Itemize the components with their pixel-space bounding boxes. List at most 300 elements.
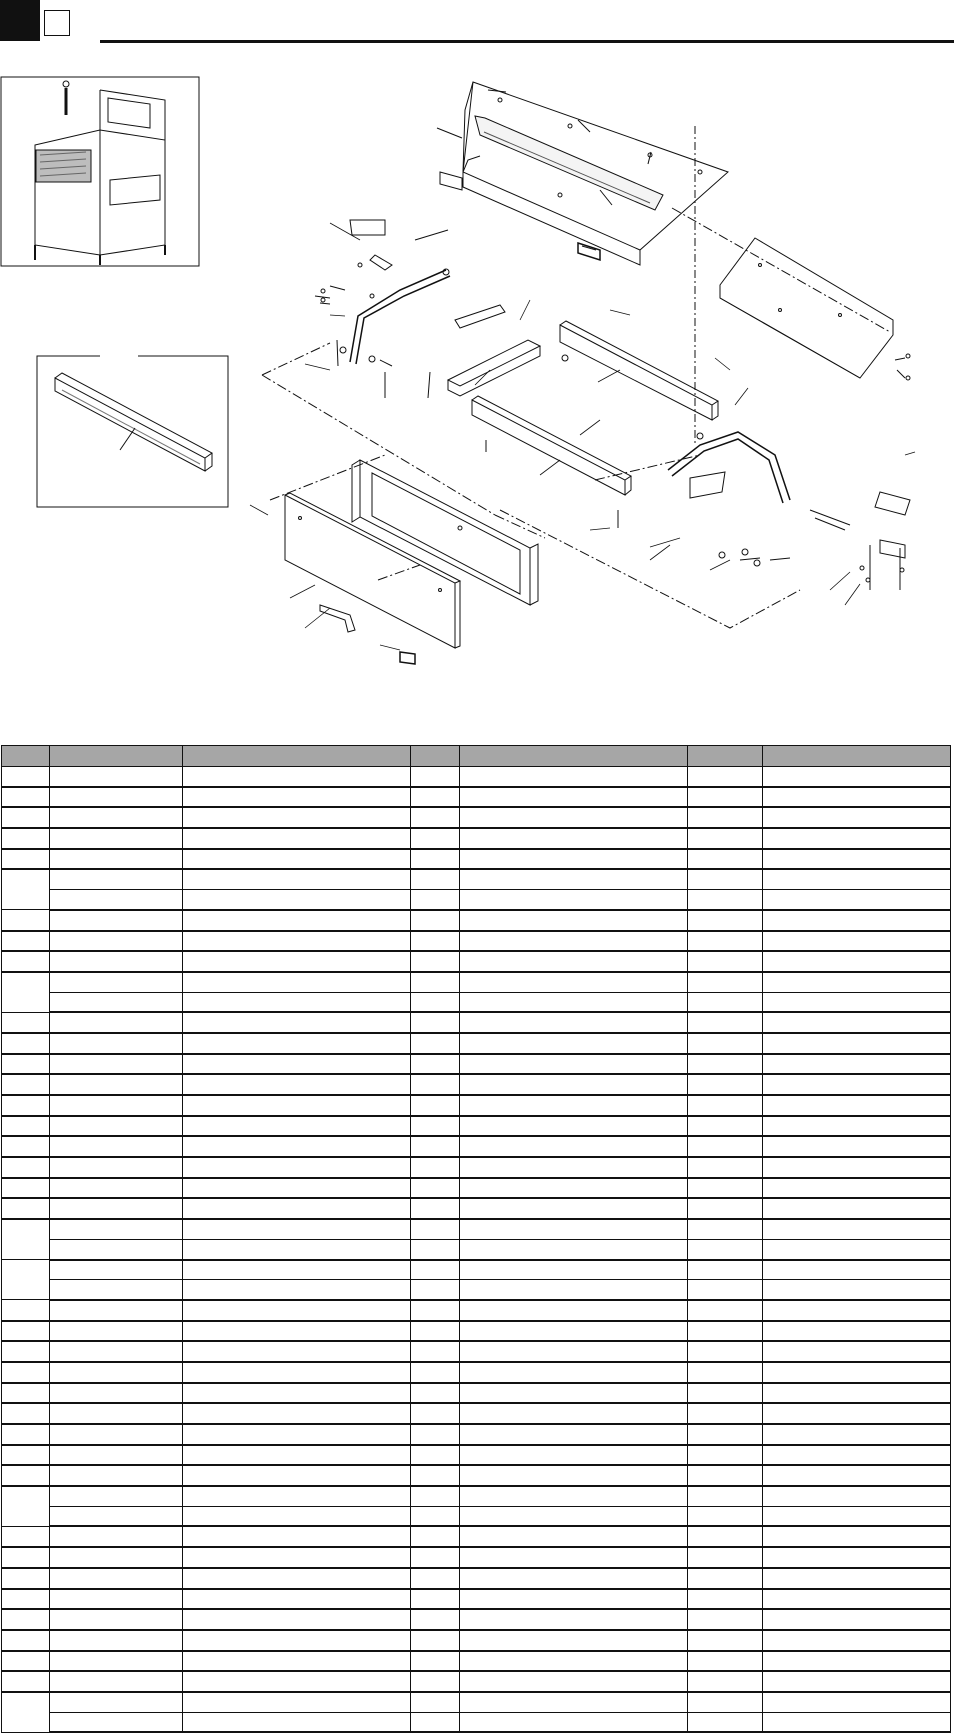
- table-cell: [688, 951, 763, 972]
- table-cell: [460, 1506, 688, 1526]
- table-row: [2, 1136, 951, 1157]
- table-cell: [763, 1116, 951, 1137]
- table-cell: [50, 849, 183, 870]
- ref-number-cell: [2, 1630, 50, 1651]
- table-cell: [460, 1568, 688, 1589]
- table-cell: [460, 1219, 688, 1239]
- table-cell: [763, 1300, 951, 1321]
- table-row: [2, 931, 951, 952]
- table-cell: [763, 1712, 951, 1732]
- table-cell: [411, 1178, 460, 1199]
- rear-panel: [672, 208, 910, 380]
- table-cell: [688, 1012, 763, 1033]
- ref-number-cell: [2, 1589, 50, 1610]
- table-cell: [763, 1383, 951, 1404]
- table-cell: [763, 1609, 951, 1630]
- table-cell: [50, 1074, 183, 1095]
- table-cell: [411, 1526, 460, 1547]
- table-cell: [688, 1178, 763, 1199]
- table-cell: [183, 1260, 411, 1280]
- front-window-frame: [352, 460, 538, 605]
- table-cell: [411, 869, 460, 889]
- table-cell: [411, 1362, 460, 1383]
- column-header: [763, 746, 951, 767]
- table-cell: [411, 1321, 460, 1342]
- table-cell: [183, 1033, 411, 1054]
- table-cell: [763, 1198, 951, 1219]
- ref-number-cell: [2, 767, 50, 787]
- right-side-frame: [668, 432, 910, 590]
- table-cell: [183, 1445, 411, 1466]
- table-cell: [183, 869, 411, 889]
- table-cell: [411, 1136, 460, 1157]
- table-cell: [50, 910, 183, 931]
- table-row: [2, 1589, 951, 1610]
- table-cell: [183, 1486, 411, 1506]
- ref-number-cell: [2, 1260, 50, 1300]
- column-header: [2, 746, 50, 767]
- table-cell: [50, 1054, 183, 1075]
- table-cell: [50, 1630, 183, 1651]
- table-cell: [183, 1300, 411, 1321]
- table-cell: [183, 1568, 411, 1589]
- table-row: [2, 1095, 951, 1116]
- table-cell: [763, 1568, 951, 1589]
- table-cell: [460, 1300, 688, 1321]
- table-cell: [763, 1424, 951, 1445]
- table-cell: [460, 1651, 688, 1672]
- machine-overview-inset: [1, 77, 199, 266]
- table-cell: [688, 1506, 763, 1526]
- parts-table: [1, 745, 951, 1733]
- table-cell: [688, 1033, 763, 1054]
- table-cell: [763, 1033, 951, 1054]
- table-cell: [50, 787, 183, 808]
- table-cell: [763, 1651, 951, 1672]
- table-cell: [183, 1136, 411, 1157]
- table-cell: [411, 1712, 460, 1732]
- table-cell: [460, 1260, 688, 1280]
- table-row: [2, 1445, 951, 1466]
- table-row: [2, 1033, 951, 1054]
- table-cell: [460, 1609, 688, 1630]
- table-cell: [460, 972, 688, 992]
- table-cell: [411, 1260, 460, 1280]
- table-cell: [460, 1403, 688, 1424]
- table-cell: [763, 1178, 951, 1199]
- table-cell: [688, 1362, 763, 1383]
- table-cell: [183, 1074, 411, 1095]
- table-row: [2, 1506, 951, 1526]
- table-cell: [688, 1116, 763, 1137]
- ref-number-cell: [2, 1568, 50, 1589]
- table-cell: [688, 1074, 763, 1095]
- ref-number-cell: [2, 787, 50, 808]
- ref-number-cell: [2, 1116, 50, 1137]
- table-cell: [50, 972, 183, 992]
- table-cell: [183, 890, 411, 910]
- table-cell: [50, 1465, 183, 1486]
- table-cell: [763, 1526, 951, 1547]
- table-cell: [688, 1547, 763, 1568]
- table-row: [2, 1609, 951, 1630]
- table-cell: [763, 1486, 951, 1506]
- table-row: [2, 1568, 951, 1589]
- table-cell: [183, 1712, 411, 1732]
- table-cell: [763, 1547, 951, 1568]
- ref-number-cell: [2, 1692, 50, 1732]
- table-cell: [763, 1692, 951, 1712]
- table-cell: [688, 910, 763, 931]
- label-plate-small: [440, 172, 600, 260]
- table-row: [2, 1054, 951, 1075]
- table-cell: [411, 1198, 460, 1219]
- table-cell: [763, 890, 951, 910]
- table-cell: [183, 992, 411, 1012]
- table-row: [2, 1712, 951, 1732]
- table-row: [2, 1547, 951, 1568]
- table-cell: [688, 1300, 763, 1321]
- table-row: [2, 1280, 951, 1300]
- table-cell: [460, 1074, 688, 1095]
- table-row: [2, 1219, 951, 1239]
- ref-number-cell: [2, 1486, 50, 1526]
- table-cell: [183, 951, 411, 972]
- table-cell: [183, 1054, 411, 1075]
- table-cell: [460, 1424, 688, 1445]
- table-cell: [688, 1219, 763, 1239]
- table-cell: [763, 951, 951, 972]
- table-cell: [763, 1362, 951, 1383]
- parts-list: [1, 745, 950, 1733]
- table-cell: [688, 1341, 763, 1362]
- table-cell: [460, 1486, 688, 1506]
- table-row: [2, 849, 951, 870]
- table-cell: [763, 1239, 951, 1259]
- table-cell: [411, 1074, 460, 1095]
- table-row: [2, 1300, 951, 1321]
- table-cell: [688, 828, 763, 849]
- table-row: [2, 1260, 951, 1280]
- table-cell: [50, 1260, 183, 1280]
- table-row: [2, 767, 951, 787]
- table-cell: [763, 1671, 951, 1692]
- table-cell: [183, 1609, 411, 1630]
- column-header: [460, 746, 688, 767]
- ref-number-cell: [2, 1362, 50, 1383]
- table-header-row: [2, 746, 951, 767]
- table-cell: [688, 1157, 763, 1178]
- table-cell: [688, 992, 763, 1012]
- ref-number-cell: [2, 1547, 50, 1568]
- table-cell: [50, 1651, 183, 1672]
- table-cell: [50, 1609, 183, 1630]
- table-cell: [50, 1568, 183, 1589]
- table-cell: [183, 1651, 411, 1672]
- table-cell: [411, 1300, 460, 1321]
- table-row: [2, 1486, 951, 1506]
- table-cell: [460, 951, 688, 972]
- assembly-guide-lines: [262, 343, 800, 628]
- table-cell: [688, 767, 763, 787]
- table-row: [2, 1074, 951, 1095]
- table-cell: [460, 807, 688, 828]
- table-cell: [411, 1033, 460, 1054]
- table-cell: [411, 1506, 460, 1526]
- table-row: [2, 1630, 951, 1651]
- table-cell: [688, 1095, 763, 1116]
- ref-number-cell: [2, 1095, 50, 1116]
- table-cell: [183, 1362, 411, 1383]
- table-cell: [460, 1157, 688, 1178]
- table-row: [2, 890, 951, 910]
- ref-number-cell: [2, 1465, 50, 1486]
- table-cell: [763, 1445, 951, 1466]
- table-cell: [460, 1198, 688, 1219]
- column-header: [50, 746, 183, 767]
- table-cell: [50, 890, 183, 910]
- table-cell: [183, 1095, 411, 1116]
- table-cell: [411, 1671, 460, 1692]
- table-cell: [50, 992, 183, 1012]
- table-row: [2, 807, 951, 828]
- table-cell: [411, 890, 460, 910]
- ref-number-cell: [2, 1383, 50, 1404]
- table-cell: [50, 1445, 183, 1466]
- table-cell: [50, 1280, 183, 1300]
- table-cell: [460, 1280, 688, 1300]
- table-cell: [763, 1136, 951, 1157]
- table-row: [2, 1465, 951, 1486]
- ref-number-cell: [2, 828, 50, 849]
- table-cell: [460, 787, 688, 808]
- ref-number-cell: [2, 972, 50, 1012]
- table-cell: [50, 1383, 183, 1404]
- table-cell: [688, 1260, 763, 1280]
- table-cell: [688, 1280, 763, 1300]
- table-row: [2, 1383, 951, 1404]
- table-cell: [688, 849, 763, 870]
- table-cell: [460, 992, 688, 1012]
- table-cell: [183, 828, 411, 849]
- table-cell: [763, 910, 951, 931]
- table-cell: [183, 1589, 411, 1610]
- table-cell: [411, 1219, 460, 1239]
- table-cell: [460, 1012, 688, 1033]
- table-cell: [460, 1116, 688, 1137]
- ref-number-cell: [2, 1300, 50, 1321]
- table-cell: [688, 1383, 763, 1404]
- table-row: [2, 1526, 951, 1547]
- ref-number-cell: [2, 1157, 50, 1178]
- table-cell: [50, 951, 183, 972]
- table-cell: [411, 1157, 460, 1178]
- table-cell: [460, 869, 688, 889]
- table-row: [2, 1651, 951, 1672]
- table-cell: [183, 1157, 411, 1178]
- table-row: [2, 1692, 951, 1712]
- table-cell: [763, 807, 951, 828]
- table-cell: [460, 1465, 688, 1486]
- table-cell: [688, 1424, 763, 1445]
- table-cell: [411, 972, 460, 992]
- table-row: [2, 992, 951, 1012]
- table-cell: [688, 787, 763, 808]
- table-row: [2, 1321, 951, 1342]
- table-cell: [411, 1280, 460, 1300]
- table-cell: [411, 1012, 460, 1033]
- ref-number-cell: [2, 849, 50, 870]
- table-cell: [688, 1239, 763, 1259]
- ref-number-cell: [2, 807, 50, 828]
- table-cell: [688, 890, 763, 910]
- table-cell: [183, 931, 411, 952]
- table-cell: [50, 767, 183, 787]
- table-row: [2, 1012, 951, 1033]
- table-row: [2, 972, 951, 992]
- table-cell: [411, 931, 460, 952]
- table-cell: [460, 1383, 688, 1404]
- table-cell: [50, 1692, 183, 1712]
- table-cell: [411, 910, 460, 931]
- table-cell: [688, 1609, 763, 1630]
- table-cell: [50, 1300, 183, 1321]
- table-cell: [183, 1526, 411, 1547]
- exploded-view-illustration: [0, 60, 954, 740]
- callout-leaders: [250, 223, 915, 650]
- table-cell: [183, 787, 411, 808]
- table-cell: [183, 972, 411, 992]
- table-cell: [50, 1219, 183, 1239]
- chapter-tab: [0, 0, 40, 41]
- table-row: [2, 1424, 951, 1445]
- table-cell: [460, 1445, 688, 1466]
- table-cell: [688, 1692, 763, 1712]
- table-row: [2, 1403, 951, 1424]
- section-box: [44, 10, 70, 36]
- table-cell: [183, 1692, 411, 1712]
- table-cell: [763, 767, 951, 787]
- table-row: [2, 1341, 951, 1362]
- table-cell: [688, 1526, 763, 1547]
- table-cell: [688, 1651, 763, 1672]
- table-cell: [50, 1116, 183, 1137]
- table-cell: [460, 1630, 688, 1651]
- table-cell: [183, 1383, 411, 1404]
- table-row: [2, 1178, 951, 1199]
- table-cell: [50, 1506, 183, 1526]
- table-cell: [460, 1671, 688, 1692]
- table-cell: [460, 1321, 688, 1342]
- ref-number-cell: [2, 1609, 50, 1630]
- rail-detail-inset: [37, 356, 228, 507]
- ref-number-cell: [2, 1341, 50, 1362]
- table-cell: [50, 1547, 183, 1568]
- table-cell: [460, 1692, 688, 1712]
- table-cell: [50, 1198, 183, 1219]
- ref-number-cell: [2, 1403, 50, 1424]
- header-rule: [100, 40, 954, 43]
- ref-number-cell: [2, 1074, 50, 1095]
- table-cell: [183, 1116, 411, 1137]
- front-door-panel: [285, 493, 460, 664]
- ref-number-cell: [2, 910, 50, 931]
- table-cell: [460, 1526, 688, 1547]
- table-cell: [411, 1651, 460, 1672]
- table-cell: [50, 931, 183, 952]
- table-cell: [460, 1136, 688, 1157]
- table-row: [2, 1239, 951, 1259]
- table-cell: [183, 1403, 411, 1424]
- table-cell: [183, 1012, 411, 1033]
- table-cell: [688, 1589, 763, 1610]
- table-cell: [411, 1692, 460, 1712]
- table-cell: [460, 1239, 688, 1259]
- ref-number-cell: [2, 931, 50, 952]
- table-row: [2, 951, 951, 972]
- table-cell: [50, 1033, 183, 1054]
- ref-number-cell: [2, 1033, 50, 1054]
- table-cell: [50, 869, 183, 889]
- table-cell: [411, 1054, 460, 1075]
- table-cell: [460, 1178, 688, 1199]
- table-row: [2, 1198, 951, 1219]
- table-cell: [763, 1157, 951, 1178]
- ref-number-cell: [2, 1178, 50, 1199]
- table-cell: [688, 1568, 763, 1589]
- ref-number-cell: [2, 1424, 50, 1445]
- table-cell: [763, 1074, 951, 1095]
- table-cell: [411, 1403, 460, 1424]
- table-cell: [763, 1341, 951, 1362]
- ref-number-cell: [2, 1671, 50, 1692]
- table-cell: [763, 849, 951, 870]
- ref-number-cell: [2, 1136, 50, 1157]
- table-cell: [763, 1280, 951, 1300]
- table-cell: [460, 910, 688, 931]
- table-cell: [411, 1630, 460, 1651]
- table-row: [2, 910, 951, 931]
- table-cell: [460, 1033, 688, 1054]
- table-row: [2, 1157, 951, 1178]
- table-cell: [183, 1671, 411, 1692]
- column-header: [688, 746, 763, 767]
- table-cell: [411, 1609, 460, 1630]
- table-cell: [688, 869, 763, 889]
- table-cell: [183, 910, 411, 931]
- table-cell: [763, 869, 951, 889]
- ref-number-cell: [2, 1054, 50, 1075]
- table-cell: [688, 1403, 763, 1424]
- table-cell: [183, 1465, 411, 1486]
- column-header: [411, 746, 460, 767]
- table-cell: [411, 807, 460, 828]
- table-cell: [460, 1362, 688, 1383]
- table-cell: [688, 931, 763, 952]
- table-cell: [183, 1341, 411, 1362]
- ref-number-cell: [2, 1651, 50, 1672]
- ref-number-cell: [2, 1321, 50, 1342]
- table-cell: [460, 767, 688, 787]
- table-cell: [763, 1589, 951, 1610]
- table-cell: [411, 992, 460, 1012]
- table-cell: [688, 1712, 763, 1732]
- table-cell: [50, 1712, 183, 1732]
- ref-number-cell: [2, 1198, 50, 1219]
- table-cell: [411, 767, 460, 787]
- table-cell: [411, 787, 460, 808]
- table-cell: [50, 1157, 183, 1178]
